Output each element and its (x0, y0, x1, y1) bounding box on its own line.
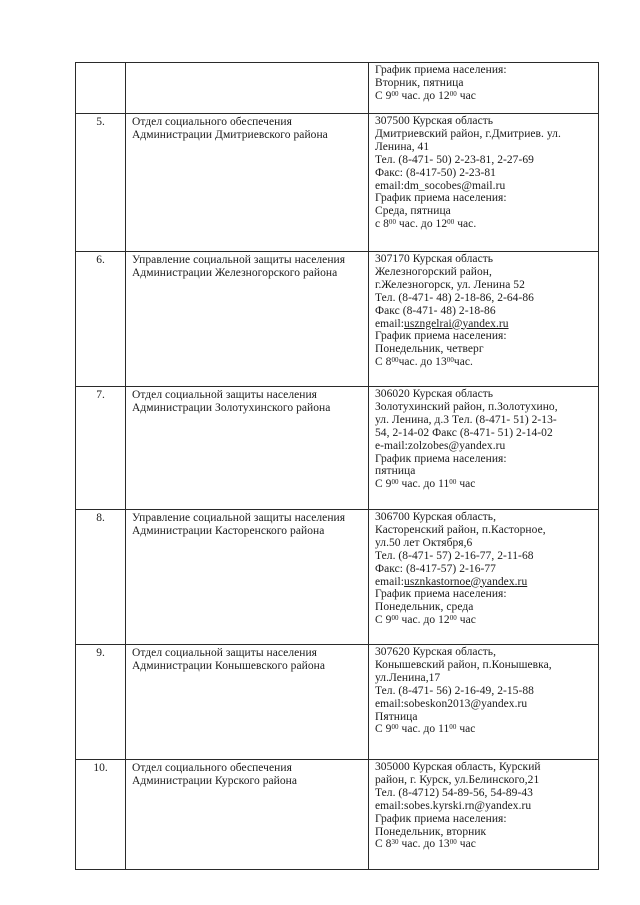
schedule-days: Вторник, пятница (375, 76, 464, 89)
table-row (76, 252, 599, 387)
address-line: 307500 Курская область (375, 115, 494, 127)
organization-cell: Управление социальной защиты населения Администрации Касторенского района (126, 510, 369, 645)
schedule-label: График приема населения: (375, 588, 507, 601)
schedule-days: пятница (375, 465, 416, 478)
schedule-hours: С $8^{30}$ час. до $13^{00}$ час (375, 838, 476, 851)
address-line: 305000 Курская область, Курский (375, 761, 541, 773)
schedule-hours: С $8^{00}час$. до $13^{00}час$. (375, 356, 473, 369)
phone-line: Тел. (8-471- 57) 2-16-77, 2-11-68 (375, 549, 534, 562)
address-line: ул. Ленина, д.3 Тел. (8-471- 51) 2-13- (375, 413, 557, 426)
schedule-hours: С $9^{00}$ час. до $11^{00}$ час (375, 478, 476, 491)
schedule-days: Пятница (375, 710, 418, 723)
schedule-days: Среда, пятница (375, 205, 451, 218)
organization-cell: Отдел социального обеспечения Администрации Дмитриевского района (126, 114, 369, 252)
address-line: ул.Ленина,17 (375, 671, 441, 684)
address-line: Ленина, 41 (375, 140, 430, 153)
row-number-cell: 5. (76, 114, 126, 252)
phone-line: 54, 2-14-02 Факс (8-471- 51) 2-14-02 (375, 426, 553, 439)
contact-cell (369, 63, 599, 114)
email-line: email:dm_socobes@mail.ru (375, 179, 506, 192)
schedule-label: График приема населения: (375, 192, 507, 205)
contact-cell (369, 114, 599, 252)
address-line: Золотухинский район, п.Золотухино, (375, 400, 558, 413)
address-line: Касторенский район, п.Касторное, (375, 523, 546, 536)
schedule-label: График приема населения: (375, 452, 507, 465)
organization-cell: Отдел социальной защиты населения Администрации Конышевского района (126, 645, 369, 760)
row-number-cell: 10. (76, 760, 126, 870)
organization-cell (126, 63, 369, 114)
email-link[interactable]: uszngelrai@yandex.ru (404, 317, 509, 330)
address-line: 306700 Курская область, (375, 511, 497, 523)
row-number-cell: 9. (76, 645, 126, 760)
address-line: 307170 Курская область (375, 253, 494, 265)
email-link[interactable]: usznkastornoe@yandex.ru (404, 575, 528, 588)
schedule-days: Понедельник, вторник (375, 825, 487, 838)
row-number-cell: 7. (76, 387, 126, 510)
row-number-cell (76, 63, 126, 114)
schedule-hours: С $9^{00}$ час. до $11^{00}$ час (375, 723, 476, 736)
fax-line: Факс (8-471- 48) 2-18-86 (375, 304, 496, 317)
phone-line: Тел. (8-471- 48) 2-18-86, 2-64-86 (375, 291, 534, 304)
table-row (76, 645, 599, 760)
contact-cell (369, 760, 599, 870)
table-row (76, 114, 599, 252)
organization-cell: Отдел социального обеспечения Администрации Курского района (126, 760, 369, 870)
schedule-label: График приема населения: (375, 64, 507, 76)
phone-line: Тел. (8-4712) 54-89-56, 54-89-43 (375, 786, 533, 799)
table-row (76, 760, 599, 870)
contact-cell (369, 510, 599, 645)
email-line: email:sobes.kyrski.rn@yandex.ru (375, 799, 532, 812)
fax-line: Факс: (8-417-50) 2-23-81 (375, 166, 496, 179)
address-line: 307620 Курская область, (375, 646, 497, 658)
schedule-hours: С $9^{00}$ час. до $12^{00}$ час (375, 614, 476, 627)
social-offices-table (75, 62, 599, 870)
table-row (76, 510, 599, 645)
address-line: район, г. Курск, ул.Белинского,21 (375, 773, 540, 786)
organization-cell: Отдел социальной защиты населения Администрации Золотухинского района (126, 387, 369, 510)
row-number-cell: 8. (76, 510, 126, 645)
schedule-label: График приема населения: (375, 812, 507, 825)
address-line: г.Железногорск, ул. Ленина 52 (375, 278, 525, 291)
phone-line: Тел. (8-471- 56) 2-16-49, 2-15-88 (375, 684, 534, 697)
table-row (76, 387, 599, 510)
address-line: ул.50 лет Октября,6 (375, 536, 473, 549)
table-row (76, 63, 599, 114)
organization-cell: Управление социальной защиты населения Администрации Железногорского района (126, 252, 369, 387)
phone-line: Тел. (8-471- 50) 2-23-81, 2-27-69 (375, 153, 534, 166)
schedule-label: График приема населения: (375, 330, 507, 343)
address-line: 306020 Курская область (375, 388, 494, 400)
address-line: Дмитриевский район, г.Дмитриев. ул. (375, 127, 561, 140)
email-line: email:uszngelrai@yandex.ru (375, 317, 509, 330)
email-line: email:usznkastornoe@yandex.ru (375, 575, 528, 588)
email-line: email:sobeskon2013@yandex.ru (375, 697, 528, 710)
contact-cell (369, 387, 599, 510)
contact-cell (369, 645, 599, 760)
address-line: Конышевский район, п.Конышевка, (375, 658, 552, 671)
schedule-hours: с $8^{00}$ час. до $12^{00}$ час. (375, 218, 477, 231)
schedule-hours: С $9^{00}$ час. до $12^{00}$ час (375, 89, 476, 102)
contact-cell (369, 252, 599, 387)
address-line: Железногорский район, (375, 265, 492, 278)
fax-line: Факс: (8-417-57) 2-16-77 (375, 562, 496, 575)
schedule-days: Понедельник, четверг (375, 343, 484, 356)
row-number-cell: 6. (76, 252, 126, 387)
schedule-days: Понедельник, среда (375, 601, 474, 614)
email-line: e-mail:zolzobes@yandex.ru (375, 439, 506, 452)
